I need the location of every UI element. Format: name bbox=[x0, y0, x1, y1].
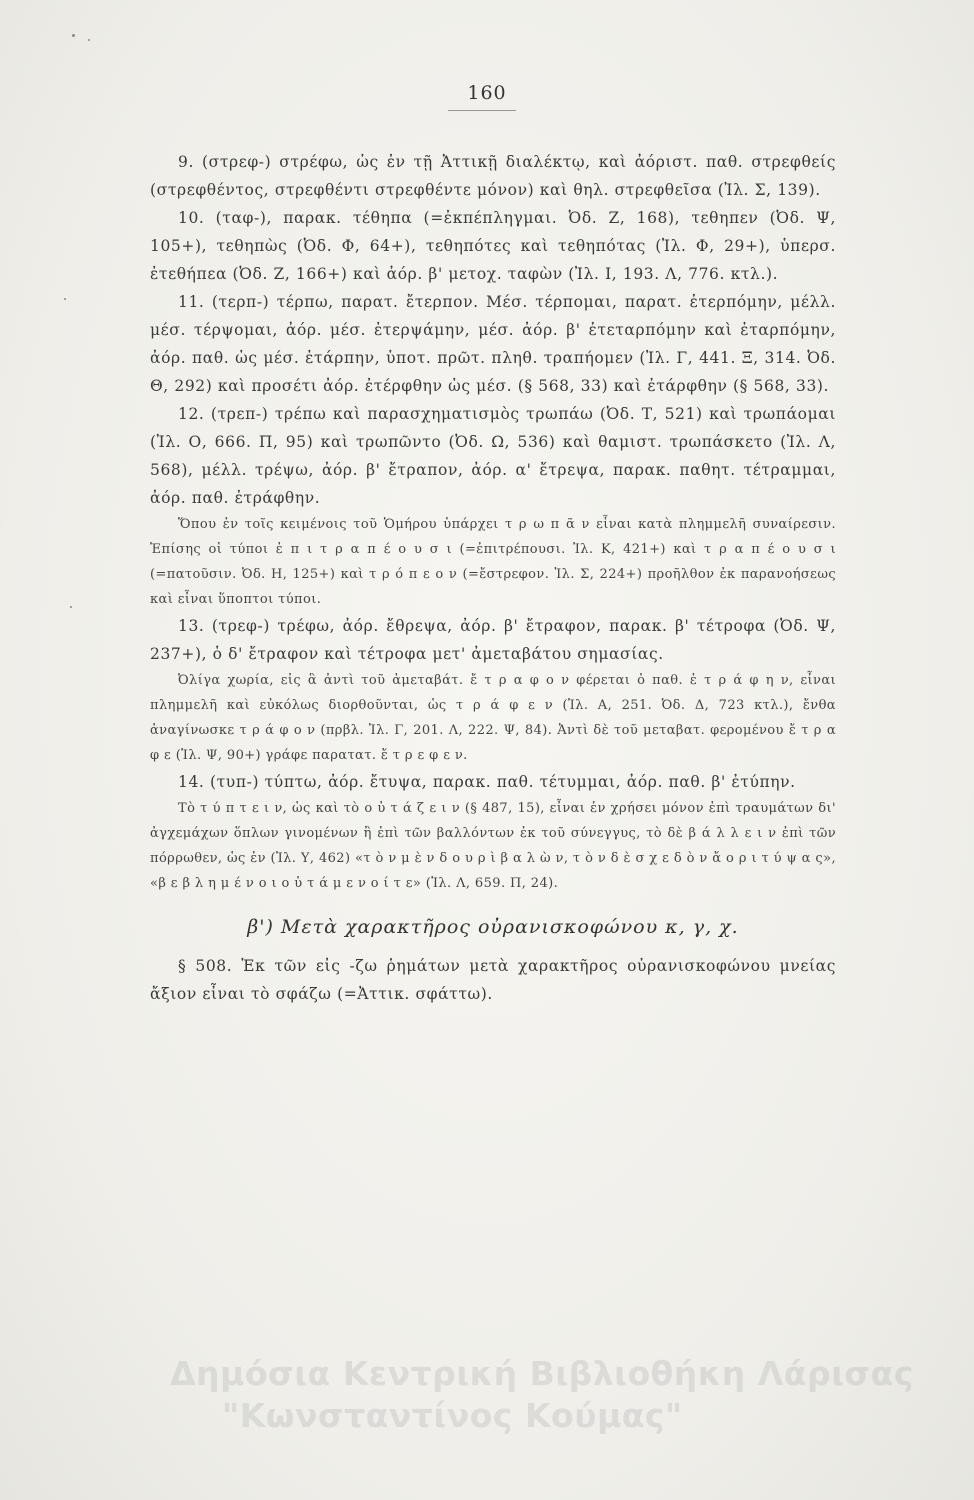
paragraph-14: 14. (τυπ-) τύπτω, ἀόρ. ἔτυψα, παρακ. παθ. τέτυμμαι, ἀόρ. παθ. β' ἐτύπην. bbox=[178, 773, 796, 791]
note-14: Τὸ τ ύ π τ ε ι ν, ὡς καὶ τὸ ο ὐ τ ά ζ ε ι ν (§ 487, 15), εἶναι ἐν χρήσει μόνον ἐπὶ τραυμάτων δι' ἀγχεμάχων ὅπλων γινομένων ἢ ἐπὶ τῶν βαλλόντων ἐκ τοῦ σύνεγγυς, τὸ δὲ β ά λ λ ε ι ν ἐπὶ τῶν πόρρωθεν, ὡς ἐν (Ἰλ. Υ, 462) «τ ὸ ν μ ὲ ν δ ο υ ρ ὶ β α λ ὼ ν, τ ὸ ν δ ὲ σ χ ε δ ὸ ν ἄ ο ρ ι τ ύ ψ α ς», «β ε β λ η μ έ ν ο ι ο ὐ τ ά μ ε ν ο ί τ ε» (Ἰλ. Λ, 659. Π, 24). bbox=[150, 801, 836, 891]
paragraph-11: 11. (τερπ-) τέρπω, παρατ. ἔτερπον. Μέσ. τέρπομαι, παρατ. ἐτερπόμην, μέλλ. μέσ. τέρψομαι, ἀόρ. μέσ. ἐτερψάμην, μέσ. ἀόρ. β' ἐτεταρπόμην καὶ ἐταρπόμην, ἀόρ. παθ. ὡς μέσ. ἐτάρπην, ὑποτ. πρῶτ. πληθ. τραπήομεν (Ἰλ. Γ, 441. Ξ, 314. Ὀδ. Θ, 292) καὶ προσέτι ἀόρ. ἐτέρφθην ὡς μέσ. (§ 568, 33) καὶ ἐτάρφθην (§ 568, 33). bbox=[150, 293, 836, 395]
paragraph-9: 9. (στρεφ-) στρέφω, ὡς ἐν τῇ Ἀττικῇ διαλέκτῳ, καὶ ἀόριστ. παθ. στρεφθείς (στρεφθέντος, στρεφθέντι στρεφθέντε μόνον) καὶ θηλ. στρεφθεῖσα (Ἰλ. Σ, 139). bbox=[150, 153, 836, 199]
scan-speck bbox=[64, 298, 66, 300]
paragraph-508: § 508. Ἐκ τῶν εἰς -ζω ῥημάτων μετὰ χαρακτῆρος οὐρανισκοφώνου μνείας ἄξιον εἶναι τὸ σφάζω (=Ἀττικ. σφάττω). bbox=[150, 957, 836, 1003]
paragraph-10: 10. (ταφ-), παρακ. τέθηπα (=ἐκπέπληγμαι. Ὀδ. Ζ, 168), τεθηπεν (Ὀδ. Ψ, 105+), τεθηπὼς (Ὀδ. Φ, 64+), τεθηπότες καὶ τεθηπότας (Ἰλ. Φ, 29+), ὑπερσ. ἐτεθήπεα (Ὀδ. Ζ, 166+) καὶ ἀόρ. β' μετοχ. ταφὼν (Ἰλ. Ι, 193. Λ, 776. κτλ.). bbox=[150, 209, 836, 283]
scan-speck bbox=[70, 606, 72, 608]
watermark-line-1: Δημόσια Κεντρική Βιβλιοθήκη Λάρισας bbox=[170, 1354, 914, 1393]
section-heading: β') Μετὰ χαρακτῆρος οὐρανισκοφώνου κ, γ, χ. bbox=[247, 916, 739, 938]
note-13: Ὀλίγα χωρία, εἰς ἃ ἀντὶ τοῦ ἀμεταβάτ. ἔ τ ρ α φ ο ν φέρεται ὁ παθ. ἐ τ ρ ά φ η ν, εἶναι πλημμελῆ καὶ εὐκόλως διορθοῦνται, ὡς τ ρ ά φ ε ν (Ἰλ. Α, 251. Ὀδ. Δ, 723 κτλ.), ἔνθα ἀναγίνωσκε τ ρ ά φ ο ν (πρβλ. Ἰλ. Γ, 201. Λ, 222. Ψ, 84). Ἀντὶ δὲ τοῦ μεταβατ. φερομένου ἔ τ ρ α φ ε (Ἰλ. Ψ, 90+) γράφε παρατατ. ἔ τ ρ ε φ ε ν. bbox=[150, 673, 836, 763]
paragraph-13: 13. (τρεφ-) τρέφω, ἀόρ. ἔθρεψα, ἀόρ. β' ἔτραφον, παρακ. β' τέτροφα (Ὀδ. Ψ, 237+), ὁ δ' ἔτραφον καὶ τέτροφα μετ' ἀμεταβάτου σημασίας. bbox=[150, 617, 836, 663]
body-text bbox=[150, 148, 836, 1008]
scan-speck bbox=[88, 39, 90, 41]
page-number: 160 bbox=[467, 82, 507, 104]
paragraph-12: 12. (τρεπ-) τρέπω καὶ παρασχηματισμὸς τρωπάω (Ὀδ. Τ, 521) καὶ τρωπάομαι (Ἰλ. Ο, 666. Π, 95) καὶ τρωπῶντο (Ὀδ. Ω, 536) καὶ θαμιστ. τρωπάσκετο (Ἰλ. Λ, 568), μέλλ. τρέψω, ἀόρ. β' ἔτραπον, ἀόρ. α' ἔτρεψα, παρακ. παθητ. τέτραμμαι, ἀόρ. παθ. ἐτράφθην. bbox=[150, 405, 836, 507]
watermark-line-2: "Κωνσταντίνος Κούμας" bbox=[222, 1396, 683, 1435]
note-12: Ὅπου ἐν τοῖς κειμένοις τοῦ Ὁμήρου ὑπάρχει τ ρ ω π ᾶ ν εἶναι κατὰ πλημμελῆ συναίρεσιν. Ἐπίσης οἱ τύποι ἐ π ι τ ρ α π έ ο υ σ ι (=ἐπιτρέπουσι. Ἰλ. Κ, 421+) καὶ τ ρ α π έ ο υ σ ι (=πατοῦσιν. Ὀδ. Η, 125+) καὶ τ ρ ό π ε ο ν (=ἔστρεφον. Ἰλ. Σ, 224+) προῆλθον ἐκ παρανοήσεως καὶ εἶναι ὕποπτοι τύποι. bbox=[150, 517, 836, 607]
header-rule bbox=[448, 110, 516, 111]
scan-speck bbox=[72, 34, 75, 37]
library-watermark bbox=[170, 1353, 930, 1437]
